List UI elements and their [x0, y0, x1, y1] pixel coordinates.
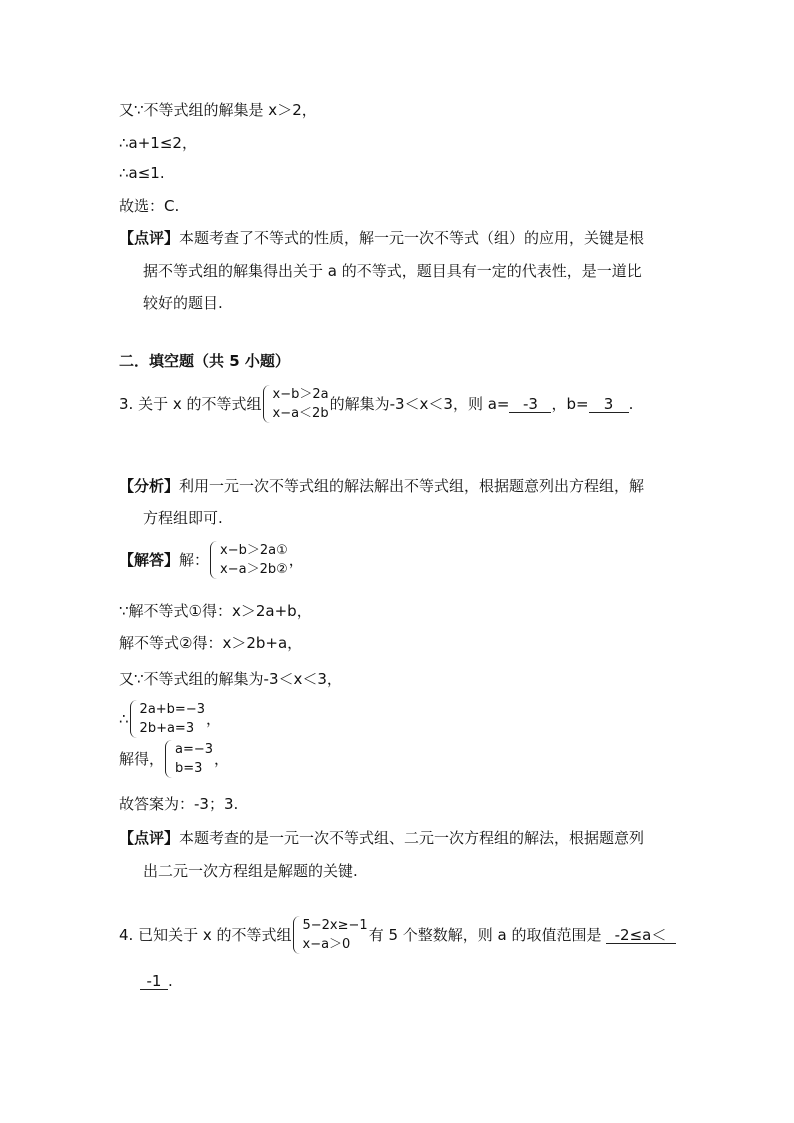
- analysis-tag: 【分析】: [119, 477, 180, 495]
- text-line: ∵解不等式①得：x＞2a+b，: [119, 602, 312, 620]
- system-line: x−b＞2a①: [220, 543, 288, 558]
- text-line: ∴a+1≤2，: [119, 134, 197, 152]
- comment-text: 本题考查的是一元一次不等式组、二元一次方程组的解法，根据题意列: [179, 829, 645, 847]
- question-3-end: .: [628, 394, 634, 413]
- text-line: 故选：C.: [119, 197, 180, 215]
- question-4: [119, 916, 676, 954]
- solve-lead: 解得，: [119, 749, 165, 768]
- system-line: 2a+b=−3: [139, 702, 205, 717]
- inequality-system: [263, 385, 329, 423]
- answer-paragraph: [119, 541, 304, 579]
- text-line: 较好的题目.: [143, 294, 223, 312]
- question-3-mid2: ，b=: [551, 394, 589, 413]
- therefore-symbol: ∴: [119, 709, 129, 728]
- punctuation: ，: [288, 550, 304, 569]
- question-3: [119, 385, 633, 423]
- system-line: x−b＞2a: [272, 387, 329, 402]
- system-line: b=3: [175, 761, 203, 776]
- comment-tag: 【点评】: [119, 229, 180, 247]
- punctuation: ，: [206, 709, 222, 728]
- question-4-end: .: [168, 972, 173, 990]
- answer-blank-range: -2≤a＜: [606, 927, 676, 944]
- answer-blank-b: 3: [589, 396, 629, 413]
- text-line: ∴a≤1.: [119, 164, 165, 182]
- inequality-system: [210, 541, 288, 579]
- system-line: x−a＞0: [302, 937, 351, 952]
- section-heading: 二．填空题（共 5 小题）: [119, 352, 290, 370]
- answer-continuation: [140, 973, 173, 990]
- text-line: 又∵不等式组的解集是 x＞2，: [119, 101, 317, 119]
- text-line: 又∵不等式组的解集为-3＜x＜3，: [119, 670, 342, 688]
- answer-lead: 解：: [179, 550, 210, 569]
- question-4-prefix: 4. 已知关于 x 的不等式组: [119, 925, 292, 944]
- text-line: 解不等式②得：x＞2b+a，: [119, 634, 303, 652]
- punctuation: ，: [214, 749, 230, 768]
- final-answer: 故答案为：-3；3.: [119, 795, 239, 813]
- system-line: 5−2x≥−1: [302, 918, 368, 933]
- text-line: 出二元一次方程组是解题的关键.: [143, 862, 358, 880]
- solution-system: [165, 740, 213, 778]
- system-line: x−a＜2b: [272, 406, 329, 421]
- question-3-prefix: 3. 关于 x 的不等式组: [119, 394, 262, 413]
- inequality-system: [293, 916, 368, 954]
- question-3-mid: 的解集为-3＜x＜3，则 a=: [329, 394, 510, 413]
- comment-tag: 【点评】: [119, 829, 180, 847]
- equation-system-row: [119, 700, 221, 738]
- analysis-text: 利用一元一次不等式组的解法解出不等式组，根据题意列出方程组，解: [179, 477, 645, 495]
- comment-paragraph: [119, 831, 644, 846]
- comment-text: 本题考查了不等式的性质，解一元一次不等式（组）的应用，关键是根: [179, 229, 645, 247]
- system-line: 2b+a=3: [139, 721, 195, 736]
- analysis-paragraph: [119, 479, 644, 494]
- question-4-mid: 有 5 个整数解，则 a 的取值范围是: [368, 925, 602, 944]
- comment-paragraph: [119, 231, 644, 246]
- text-line: 据不等式组的解集得出关于 a 的不等式，题目具有一定的代表性，是一道比: [143, 262, 642, 280]
- text-line: 方程组即可.: [143, 509, 223, 527]
- answer-tag: 【解答】: [119, 550, 180, 569]
- system-line: x−a＞2b②: [220, 562, 288, 577]
- system-line: a=−3: [175, 742, 214, 757]
- answer-blank-a: -3: [509, 396, 551, 413]
- answer-blank-range-end: -1: [140, 973, 168, 990]
- solution-row: [119, 740, 229, 778]
- equation-system: [130, 700, 205, 738]
